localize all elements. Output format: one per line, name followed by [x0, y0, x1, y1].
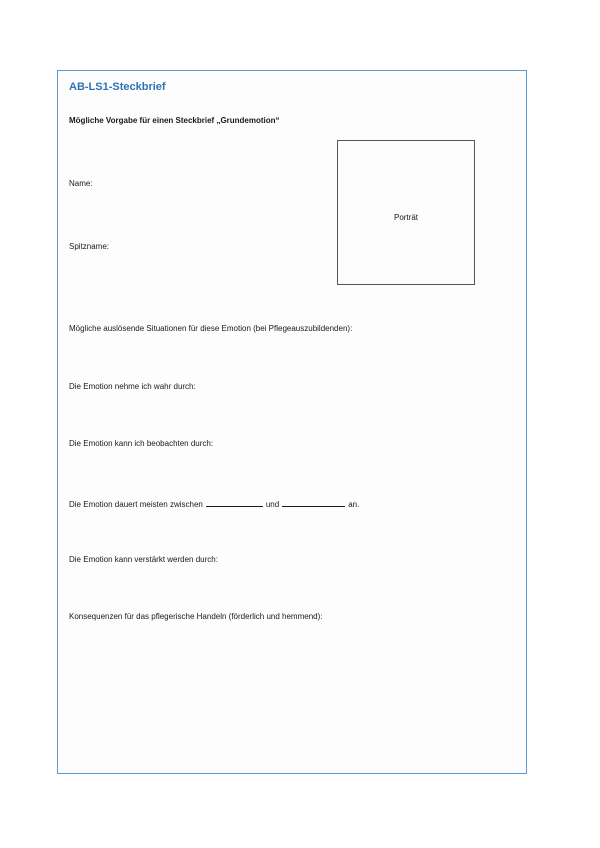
duration-end-blank[interactable] — [282, 497, 345, 507]
amplified-field-label: Die Emotion kann verstärkt werden durch: — [69, 555, 218, 564]
duration-prefix: Die Emotion dauert meisten zwischen — [69, 500, 203, 509]
observe-field-label: Die Emotion kann ich beobachten durch: — [69, 439, 214, 448]
situations-field-label: Mögliche auslösende Situationen für diese Emotion (bei Pflegeauszubildenden): — [69, 324, 353, 333]
duration-field — [69, 497, 359, 509]
portrait-label: Porträt — [393, 213, 418, 222]
name-field-label: Name: — [69, 179, 93, 188]
duration-start-blank[interactable] — [206, 497, 263, 507]
consequences-field-label: Konsequenzen für das pflegerische Handeln (förderlich und hemmend): — [69, 612, 323, 621]
duration-suffix: an. — [348, 500, 360, 509]
portrait-box[interactable] — [337, 140, 475, 285]
document-title: AB-LS1-Steckbrief — [69, 81, 166, 93]
duration-middle: und — [265, 500, 280, 509]
nickname-field-label: Spitzname: — [69, 242, 110, 251]
document-subtitle: Mögliche Vorgabe für einen Steckbrief „Grundemotion“ — [69, 116, 280, 125]
perceive-field-label: Die Emotion nehme ich wahr durch: — [69, 382, 196, 391]
